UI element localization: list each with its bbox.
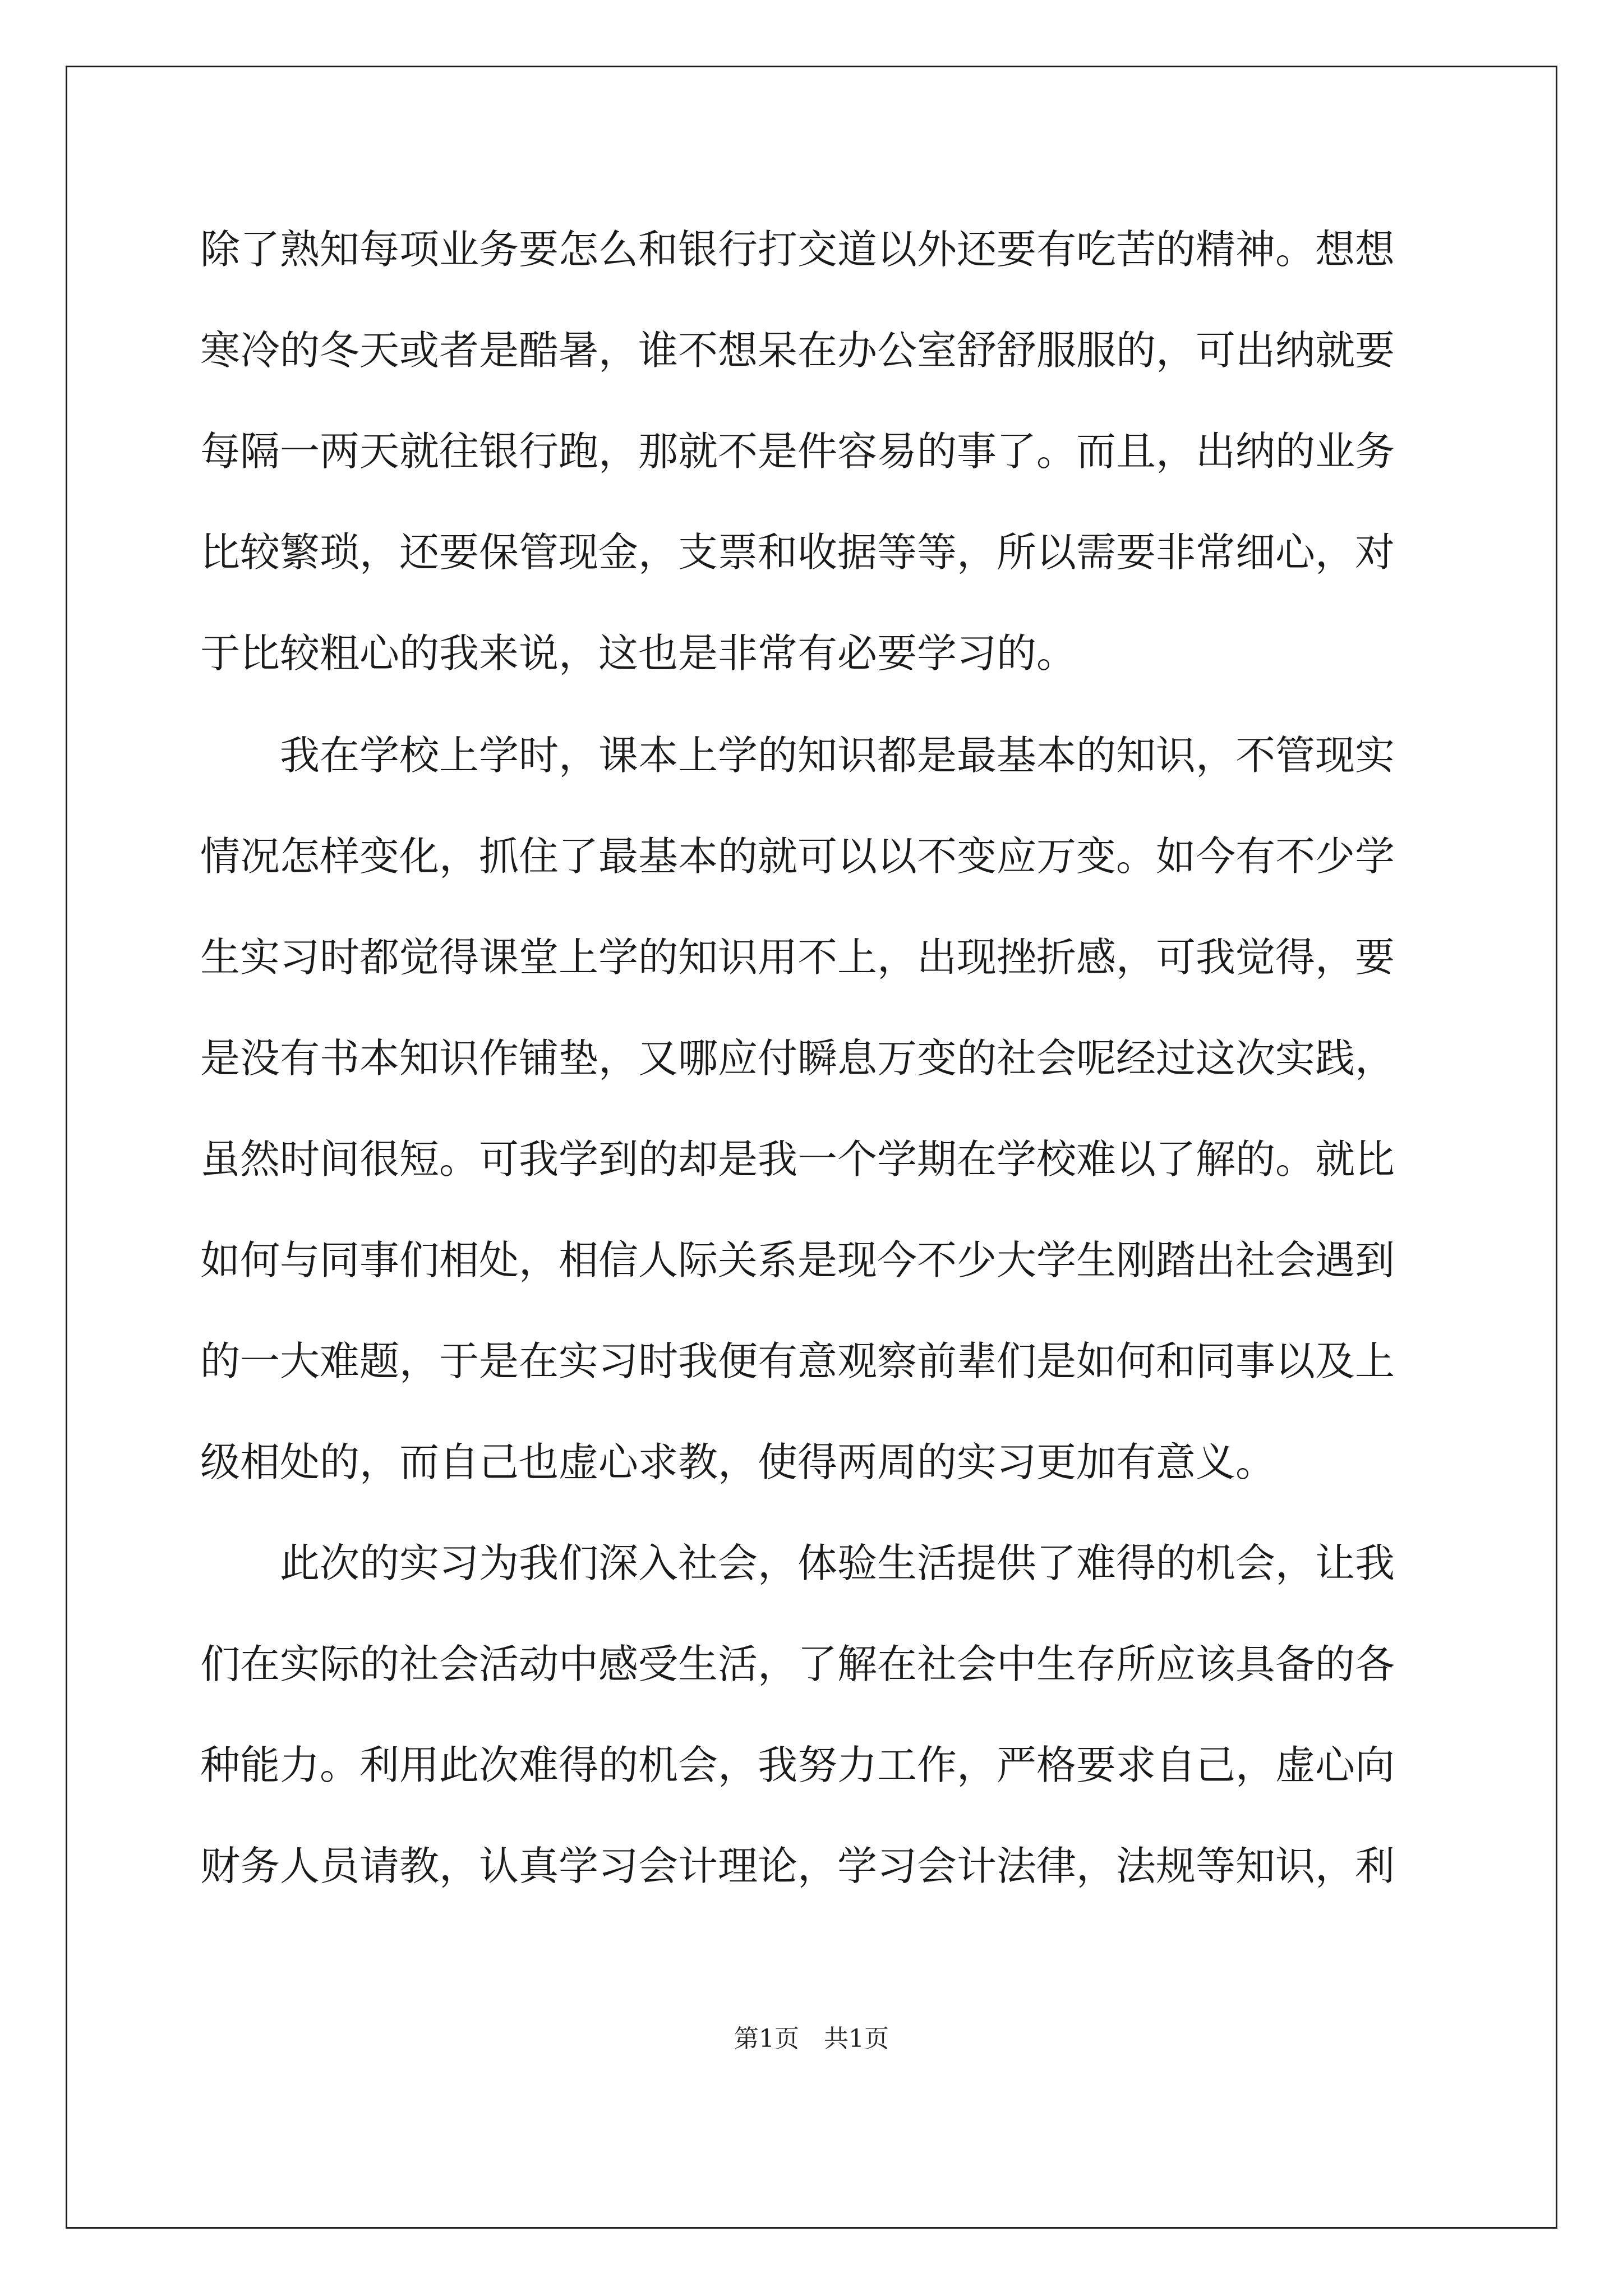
text-line: 是没有书本知识作铺垫，又哪应付瞬息万变的社会呢经过这次实践，: [200, 1035, 1395, 1082]
text-line: 级相处的，而自己也虚心求教，使得两周的实习更加有意义。: [200, 1439, 1276, 1485]
text-line: 种能力。利用此次难得的机会，我努力工作，严格要求自己，虚心向: [200, 1742, 1395, 1788]
text-line: 此次的实习为我们深入社会，体验生活提供了难得的机会，让我: [200, 1540, 1395, 1586]
text-line: 的一大难题，于是在实习时我便有意观察前辈们是如何和同事以及上: [200, 1338, 1395, 1384]
text-line: 于比较粗心的我来说，这也是非常有必要学习的。: [200, 630, 1077, 677]
page-number-footer: 第1页 共1页: [734, 2024, 889, 2053]
text-line: 比较繁琐，还要保管现金，支票和收据等等，所以需要非常细心，对: [200, 529, 1395, 576]
text-line: 每隔一两天就往银行跑，那就不是件容易的事了。而且，出纳的业务: [200, 428, 1395, 475]
text-line: 财务人员请教，认真学习会计理论，学习会计法律，法规等知识，利: [200, 1843, 1395, 1889]
text-line: 们在实际的社会活动中感受生活，了解在社会中生存所应该具备的各: [200, 1641, 1395, 1687]
text-line: 寒冷的冬天或者是酷暑，谁不想呆在办公室舒舒服服的，可出纳就要: [200, 327, 1395, 374]
text-line: 除了熟知每项业务要怎么和银行打交道以外还要有吃苦的精神。想想: [200, 226, 1395, 273]
text-line: 生实习时都觉得课堂上学的知识用不上，出现挫折感，可我觉得，要: [200, 934, 1395, 981]
text-line: 如何与同事们相处，相信人际关系是现今不少大学生刚踏出社会遇到: [200, 1237, 1395, 1283]
text-line: 我在学校上学时，课本上学的知识都是最基本的知识，不管现实: [200, 732, 1395, 779]
text-line: 情况怎样变化，抓住了最基本的就可以以不变应万变。如今有不少学: [200, 833, 1395, 880]
text-line: 虽然时间很短。可我学到的却是我一个学期在学校难以了解的。就比: [200, 1136, 1395, 1182]
